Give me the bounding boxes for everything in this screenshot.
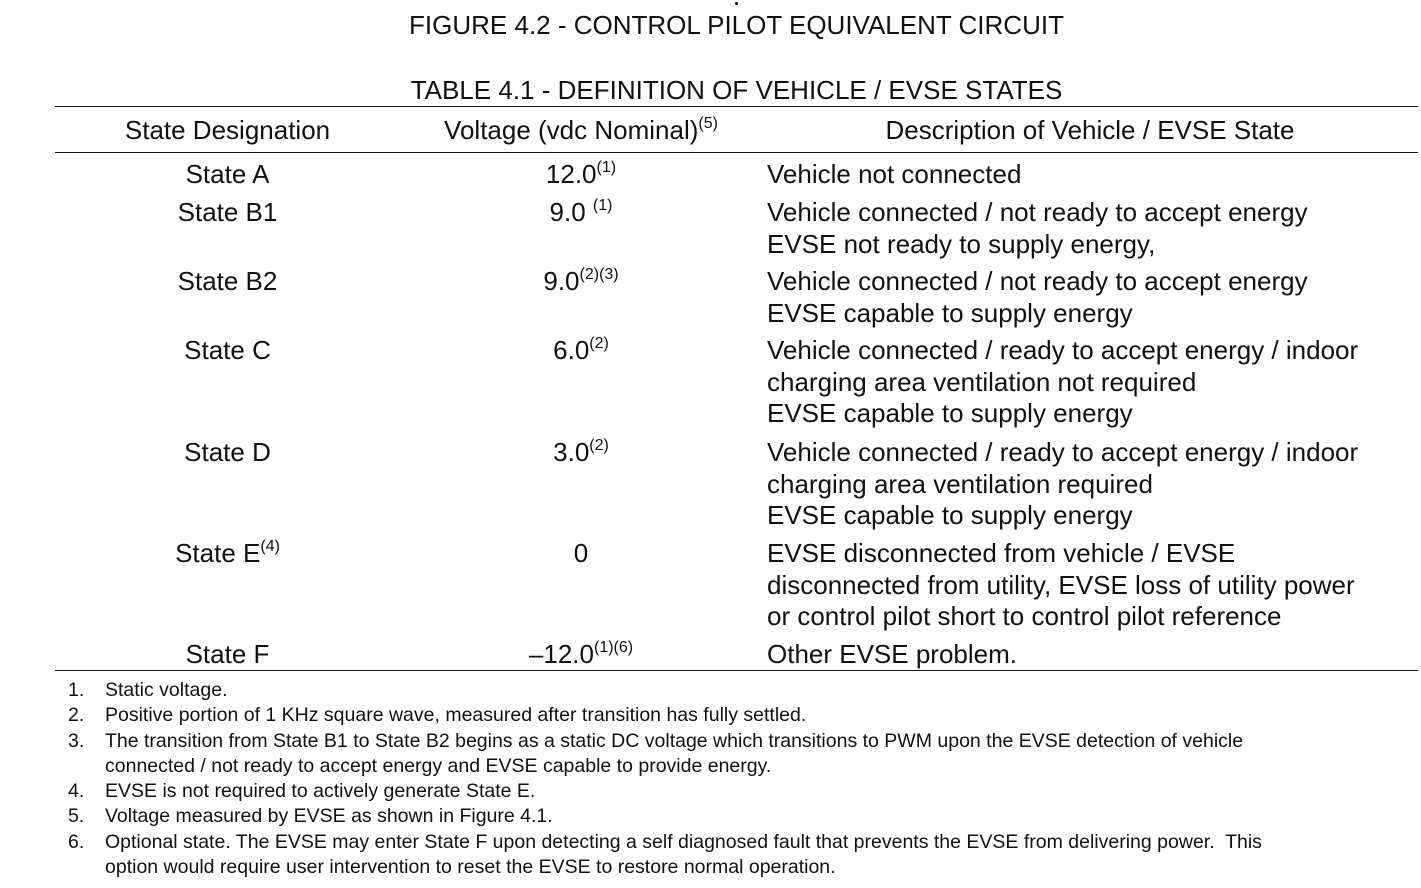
table-row-description: Vehicle connected / ready to accept energy / indoor charging area ventilation not required EVSE capable to supply energy [767,335,1359,428]
table-row-description: Other EVSE problem. [767,639,1017,669]
table-row-voltage: 3.0$^{(2)}$ [553,437,609,467]
table-header-rule [55,152,1418,153]
table-row-description: Vehicle not connected [767,159,1022,189]
table-row-state: State $E^{(4)}$ [175,538,280,568]
footnote-item: 6. Optional state. The EVSE may enter State F upon detecting a self diagnosed fault that prevents the EVSE from delivering power. This option would require user intervention to reset the EVSE to restore normal operation. [68,830,1262,879]
table-row-voltage: 12.0$^{(1)}$ [545,159,617,189]
table-row-description: Vehicle connected / not ready to accept energy EVSE not ready to supply energy, [767,197,1308,259]
table-row-state: State C [184,335,271,365]
header-state-designation: State Designation [124,115,331,145]
table-row-voltage: 6.0$^{(2)}$ [553,335,609,365]
table-row-state: State F [185,639,270,669]
figure-caption: FIGURE 4.2 - CONTROL PILOT EQUIVALENT CIRCUIT [409,10,1064,40]
table-row-state: State B1 [177,197,278,227]
footnote-item: 3. The transition from State B1 to State B2 begins as a static DC voltage which transitions to PWM upon the EVSE detection of vehicle connected / not ready to accept energy and EVSE capable to provide energy. [68,729,1244,777]
table-bottom-rule [55,670,1418,671]
table-row-voltage: 9.0 $^{(1)}$ [549,197,613,227]
header-voltage: Voltage (vdc Nominal)$^{(5)}$ [444,115,718,145]
table-top-rule [55,106,1418,107]
table-row-state: State D [184,437,271,467]
footnote-item: 2. Positive portion of 1 KHz square wave, measured after transition has fully settled. [68,704,807,727]
footnote-item: 4. EVSE is not required to actively generate State E. [68,780,536,803]
header-voltage-footnote: (5) [698,115,718,132]
table-row-state: State B2 [177,266,278,296]
table-row-description: EVSE disconnected from vehicle / EVSE disconnected from utility, EVSE loss of utility power or control pilot short to control pilot reference [767,538,1355,631]
footnotes [68,678,1413,880]
footnote-item: 5. Voltage measured by EVSE as shown in Figure 4.1. [68,805,553,828]
table-row-description: Vehicle connected / ready to accept energy / indoor charging area ventilation required EVSE capable to supply energy [767,437,1359,530]
footnote-item: 1. Static voltage. [68,679,228,701]
header-description: Description of Vehicle / EVSE State [885,115,1295,145]
table-row-voltage: $-12.0^{(1)(6)}$ [528,639,634,669]
table-row-voltage: $9.0^{(2)(3)}$ [543,266,619,296]
table-row-description: Vehicle connected / not ready to accept energy EVSE capable to supply energy [767,266,1308,328]
table-row-voltage: 0 [573,538,589,568]
stray-dot [735,2,738,5]
table-title: TABLE 4.1 - DEFINITION OF VEHICLE / EVSE STATES [410,75,1063,105]
table-row-state: State A [185,159,270,189]
